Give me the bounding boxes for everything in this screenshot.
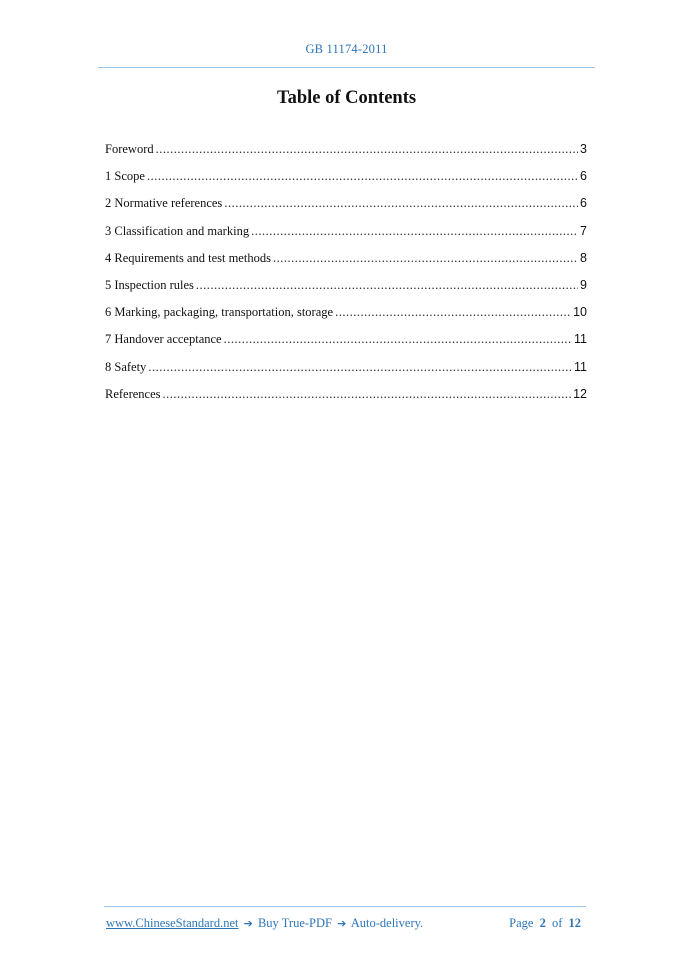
- toc-entry-title: 5 Inspection rules: [105, 277, 194, 292]
- toc-entry-page: 6: [580, 169, 587, 184]
- footer-divider: [104, 906, 586, 907]
- toc-entry-title: 6 Marking, packaging, transportation, storage: [105, 305, 334, 320]
- toc-entry-title: 2 Normative references: [105, 196, 223, 211]
- dot-leader: [156, 142, 578, 157]
- toc-entry-page: 10: [573, 305, 587, 320]
- dot-leader: [224, 196, 578, 211]
- dot-leader: [148, 360, 572, 375]
- toc-entry-title: 1 Scope: [105, 169, 145, 184]
- toc-entry-page: 9: [580, 277, 587, 292]
- toc-entry-classification-and-marking[interactable]: [105, 224, 587, 251]
- of-label: of: [551, 916, 563, 930]
- dot-leader: [224, 332, 572, 347]
- toc-entry-page: 12: [573, 386, 587, 401]
- toc-entry-marking-packaging[interactable]: [105, 305, 587, 332]
- page-title: Table of Contents: [276, 88, 417, 108]
- current-page-number: 2: [539, 916, 546, 930]
- toc-entry-page: 8: [580, 250, 587, 265]
- toc-entry-page: 7: [580, 223, 587, 238]
- toc-entry-page: 3: [580, 142, 587, 156]
- toc-entry-title: Foreword: [105, 142, 154, 156]
- total-pages-number: 12: [568, 916, 581, 930]
- right-arrow-icon: ➔: [243, 917, 253, 930]
- page-label: Page: [509, 916, 534, 930]
- buy-true-pdf-text: Buy True-PDF: [257, 916, 332, 930]
- toc-entry-handover-acceptance[interactable]: [105, 332, 587, 359]
- right-arrow-icon: ➔: [337, 917, 347, 930]
- toc-entry-page: 11: [574, 359, 587, 374]
- dot-leader: [147, 169, 578, 184]
- dot-leader: [335, 305, 571, 320]
- auto-delivery-text: Auto-delivery.: [350, 916, 424, 930]
- dot-leader: [273, 251, 578, 266]
- site-link[interactable]: www.ChineseStandard.net: [106, 916, 239, 930]
- dot-leader: [251, 224, 578, 239]
- toc-entry-normative-references[interactable]: [105, 196, 587, 223]
- toc-entry-inspection-rules[interactable]: [105, 278, 587, 305]
- toc-entry-title: 4 Requirements and test methods: [105, 250, 271, 265]
- toc-entry-foreword[interactable]: [105, 142, 587, 169]
- toc-entry-references[interactable]: [105, 387, 587, 414]
- toc-entry-title: 7 Handover acceptance: [105, 332, 222, 347]
- footer-promo: [106, 916, 423, 931]
- toc-entry-requirements-and-test-methods[interactable]: [105, 251, 587, 278]
- toc-entry-title: 8 Safety: [105, 359, 147, 374]
- table-of-contents: [105, 142, 587, 414]
- header-divider: [98, 67, 595, 68]
- toc-entry-title: 3 Classification and marking: [105, 223, 250, 238]
- running-header: GB 11174-2011: [305, 42, 388, 56]
- toc-entry-title: References: [105, 386, 161, 401]
- toc-entry-scope[interactable]: [105, 169, 587, 196]
- page-indicator: [509, 916, 584, 931]
- toc-entry-page: 11: [574, 332, 587, 347]
- toc-entry-safety[interactable]: [105, 360, 587, 387]
- dot-leader: [196, 278, 578, 293]
- page-footer: [106, 916, 584, 931]
- toc-entry-page: 6: [580, 196, 587, 211]
- dot-leader: [163, 387, 572, 402]
